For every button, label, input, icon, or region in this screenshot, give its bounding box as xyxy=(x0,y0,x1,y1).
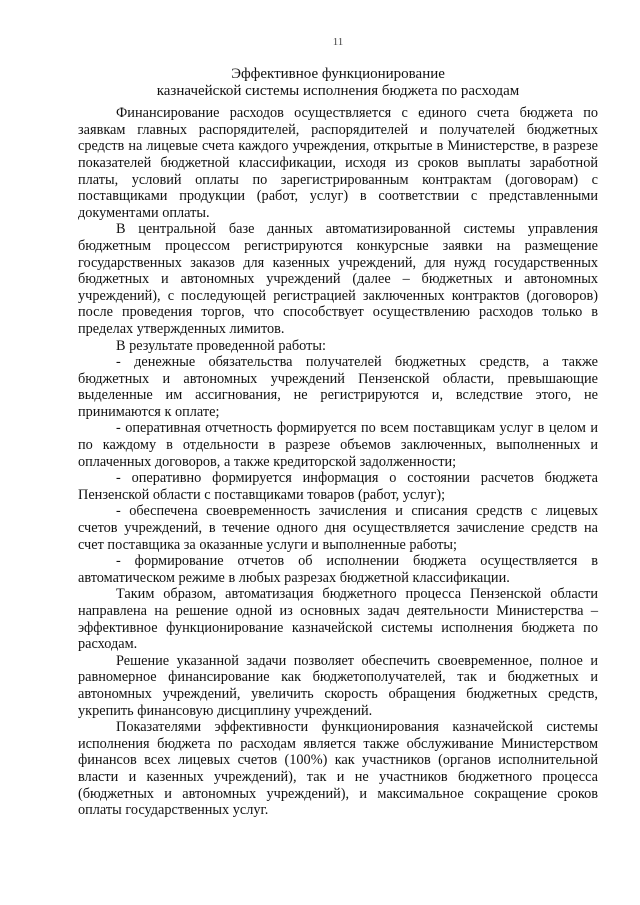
list-item-obligations: - денежные обязательства получателей бюджетных средств, а также бюджетных и автономных учреждений Пензенской области, превышающие выделенные им ассигнования, не регистрируются и, вследствие этого, не принимаются к оплате; xyxy=(78,354,598,420)
list-item-timeliness: - обеспечена своевременность зачисления и списания средств с лицевых счетов учреждений, в течение одного дня осуществляется зачисление средств на счет поставщика за оказанные услуги и выполненные работы; xyxy=(78,503,598,553)
page-number: 11 xyxy=(332,36,344,48)
document-body xyxy=(78,105,598,819)
list-item-reporting: - оперативная отчетность формируется по всем поставщикам услуг в целом и по каждому в отдельности в разрезе объемов заключенных, выполненных и оплаченных договоров, а также кредиторской задолженности; xyxy=(78,420,598,470)
title-line-2: казначейской системы исполнения бюджета по расходам xyxy=(156,82,520,99)
paragraph-conclusion: Таким образом, автоматизация бюджетного процесса Пензенской области направлена на решение одной из основных задач деятельности Министерства – эффективное функционирование казначейской системы исполнения бюджета по расходам. xyxy=(78,586,598,653)
document-title xyxy=(78,66,598,99)
paragraph-financing: Финансирование расходов осуществляется с единого счета бюджета по заявкам главных распорядителей, распорядителей и получателей бюджетных средств на лицевые счета каждого учреждения, открытые в Министерстве, в разрезе показателей бюджетной классификации, исходя из сроков выплаты заработной платы, условий оплаты по зарегистрированным контрактам (договорам) с поставщиками продукции (работ, услуг) в соответствии с представленными документами оплаты. xyxy=(78,105,598,221)
paragraph-task-solution: Решение указанной задачи позволяет обеспечить своевременное, полное и равномерное финансирование как бюджетополучателей, так и бюджетных и автономных учреждений, увеличить скорость обращения бюджетных средств, укрепить финансовую дисциплину учреждений. xyxy=(78,652,598,719)
list-item-automatic-reports: - формирование отчетов об исполнении бюджета осуществляется в автоматическом режиме в любых разрезах бюджетной классификации. xyxy=(78,553,598,586)
paragraph-results-intro: В результате проведенной работы: xyxy=(116,337,326,354)
paragraph-central-database: В центральной базе данных автоматизированной системы управления бюджетным процессом регистрируются конкурсные заявки на размещение государственных заказов для казенных учреждений, для нужд государственных бюджетных и автономных учреждений (далее – бюджетных и автономных учреждений), с последующей регистрацией заключенных контрактов (договоров) после проведения торгов, что способствует осуществлению расходов только в пределах утвержденных лимитов. xyxy=(78,221,598,337)
title-line-1: Эффективное функционирование xyxy=(231,66,445,82)
paragraph-indicators: Показателями эффективности функционирования казначейской системы исполнения бюджета по расходам является также обслуживание Министерством финансов всех лицевых счетов (100%) как участников (органов исполнительной власти и казенных учреждений), так и не участников бюджетного процесса (бюджетных и автономных учреждений), и максимальное сокращение сроков оплаты государственных услуг. xyxy=(78,719,598,819)
list-item-settlements: - оперативно формируется информация о состоянии расчетов бюджета Пензенской области с поставщиками товаров (работ, услуг); xyxy=(78,470,598,503)
